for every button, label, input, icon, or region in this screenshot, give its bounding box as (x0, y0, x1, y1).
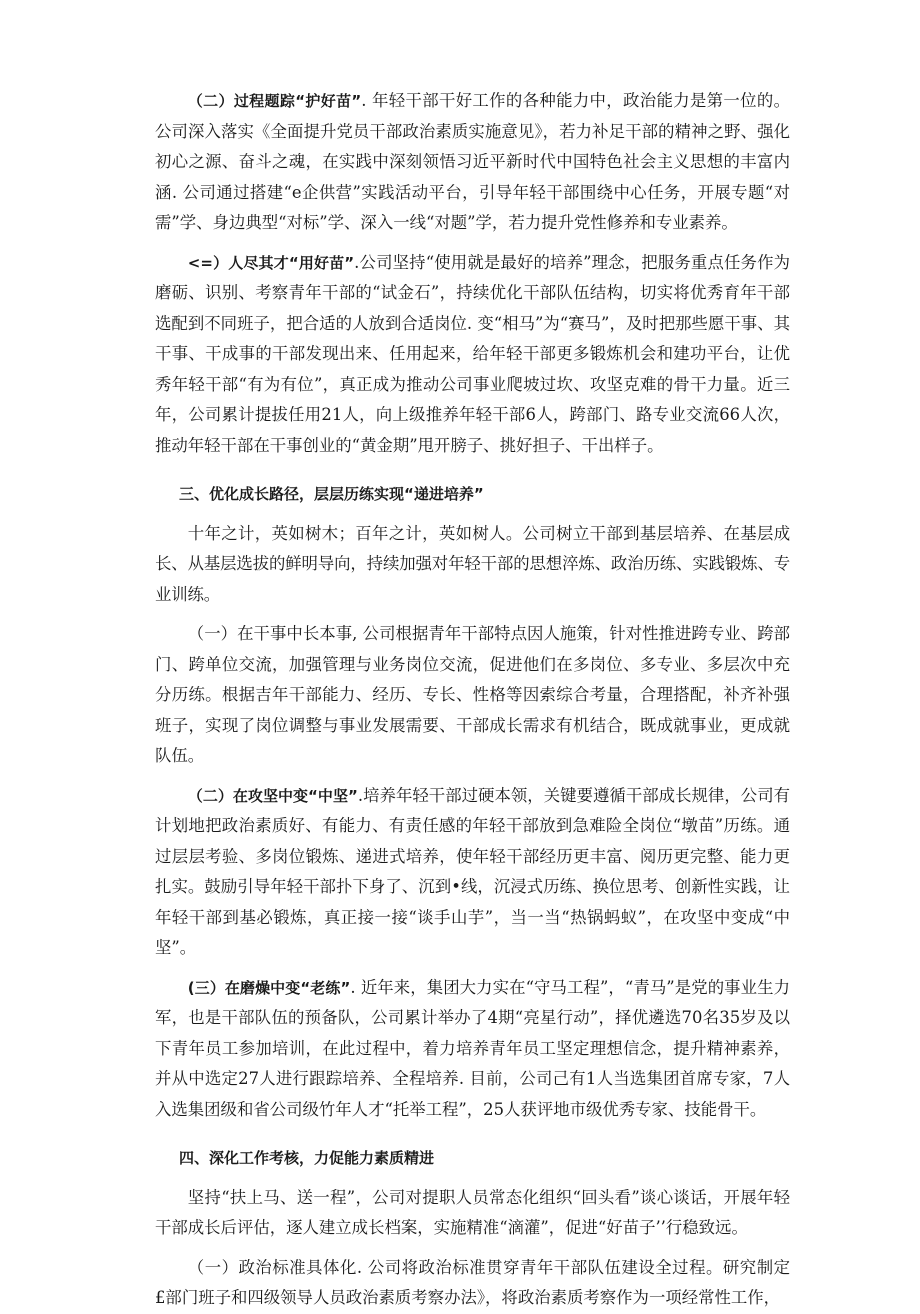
paragraph-text: . 年轻干部干好工作的各种能力中，政治能力是第一位的。公司深入落实《全面提升党员干部政治素质实施意见》，若力补足干部的精神之野、强化初心之源、奋斗之魂，在实践中深刻领悟习近平新时代中国特色社会主义思想的丰富内涵. 公司通过搭建“e企供营”实践活动平台，引导年轻干部围绕中心任务，开展专题“对需”学、身边典型“对标”学、深入一线“对题”学，若力提升党性修养和专业素养。 (155, 91, 791, 232)
paragraph-4-1: （一）政治标准具体化. 公司将政治标准贯穿青年干部队伍建设全过程。研究制定£部门班子和四级领导人员政治素质考察办法》，将政治素质考察作为一项经常性工作， (155, 1257, 790, 1307)
paragraph-lead: （二）过程题踪“护好苗” (187, 92, 362, 110)
paragraph-lead: <=）人尽其才“用好苗” (187, 253, 355, 272)
paragraph-text: . 近年来，集团大力实在“守马工程”，“青马”是党的事业生力军，也是干部队伍的预备队，公司累计举办了4期“亮星行动”，择优遴选70名35岁及以下青年员工参加培训，在此过程中，着力培养青年员工坚定理想信念，提升精神素养，并从中选定27人进行跟踪培养、全程培养. 目前，公司己有1人当选集团首席专家，7人入选集团级和省公司级竹年人才“托举工程”，25人获评地市级优秀专家、技能骨干。 (155, 977, 791, 1119)
paragraph-text: .公司坚持“使用就是最好的培养”理念，把服务重点任务作为磨砺、识别、考察青年干部的“试金石”，持续优化干部队伍结构，切实将优秀育年干部选配到不同班子，把合适的人放到合适岗位. 变“相马”为“赛马”，及时把那些愿干事、其干事、干成事的干部发现出来、任用起来，给年轻干部更多锻炼机会和建功平台，让优秀年轻干部“有为有位”，真正成为推动公司事业爬坡过坎、攻坚克难的骨干力量。近三年，公司累计提拔任用21人，向上级推养年轻干部6人，跨部门、路专业交流66人次，推动年轻干部在干事创业的“黄金期”甩开膀子、挑好担子、干出样子。 (155, 252, 790, 455)
paragraph-3-2 (155, 781, 790, 964)
paragraph-lead: （二）在攻坚中变“中坚” (187, 786, 358, 805)
paragraph-lead: (三）在磨燥中变“老练” (187, 978, 351, 997)
paragraph-3-3 (155, 973, 790, 1126)
paragraph-3-intro: 十年之计，英如树木；百年之计，英如树人。公司树立干部到基层培养、在基层成长、从基层选拔的鲜明导向，持续加强对年轻干部的思想淬炼、政治历练、实践锻炼、专业训练。 (155, 523, 790, 604)
section-heading-3: 三、优化成长路径，层层历练实现“递进培养” (179, 485, 484, 503)
paragraph-4-intro: 坚持“扶上马、送一程”，公司对提职人员常态化组织“回头看”谈心谈话，开展年轻干部成长后评估，逐人建立成长档案，实施精准“滴灌”，促进“好苗子’’行稳致远。 (155, 1187, 790, 1237)
article-body (155, 86, 790, 1314)
paragraph-2-2 (155, 86, 790, 239)
section-heading-4: 四、深化工作考核，力促能力素质精进 (179, 1149, 435, 1167)
paragraph-2-3 (155, 248, 790, 462)
paragraph-3-1: （一）在干事中长本事, 公司根据青年干部特点因人施策，针对性推进跨专业、跨部门、跨单位交流，加强管理与业务岗位交流，促进他们在多岗位、多专业、多层次中充分历练。根据吉年干部能力、经历、专长、性格等因索综合考量，合理搭配，补齐补强班子，实现了岗位调整与事业发展需要、干部成长需求有机结合，既成就事业，更成就队伍。 (155, 624, 790, 765)
paragraph-text: .培养年轻干部过硬本领，关键要遵循干部成长规律，公司有计划地把政治素质好、有能力、有责任感的年轻干部放到急难险全岗位“墩苗”历练。通过层层考验、多岗位锻炼、递进式培养，使年轻干部经历更丰富、阅历更完整、能力更扎实。鼓励引导年轻干部扑下身了、沉到•线，沉浸式历练、换位思考、创新性实践，让年轻干部到基必锻炼，真正接一接“谈手山芋”，当一当“热锅蚂蚁”，在攻坚中变成“中坚”。 (155, 785, 791, 957)
